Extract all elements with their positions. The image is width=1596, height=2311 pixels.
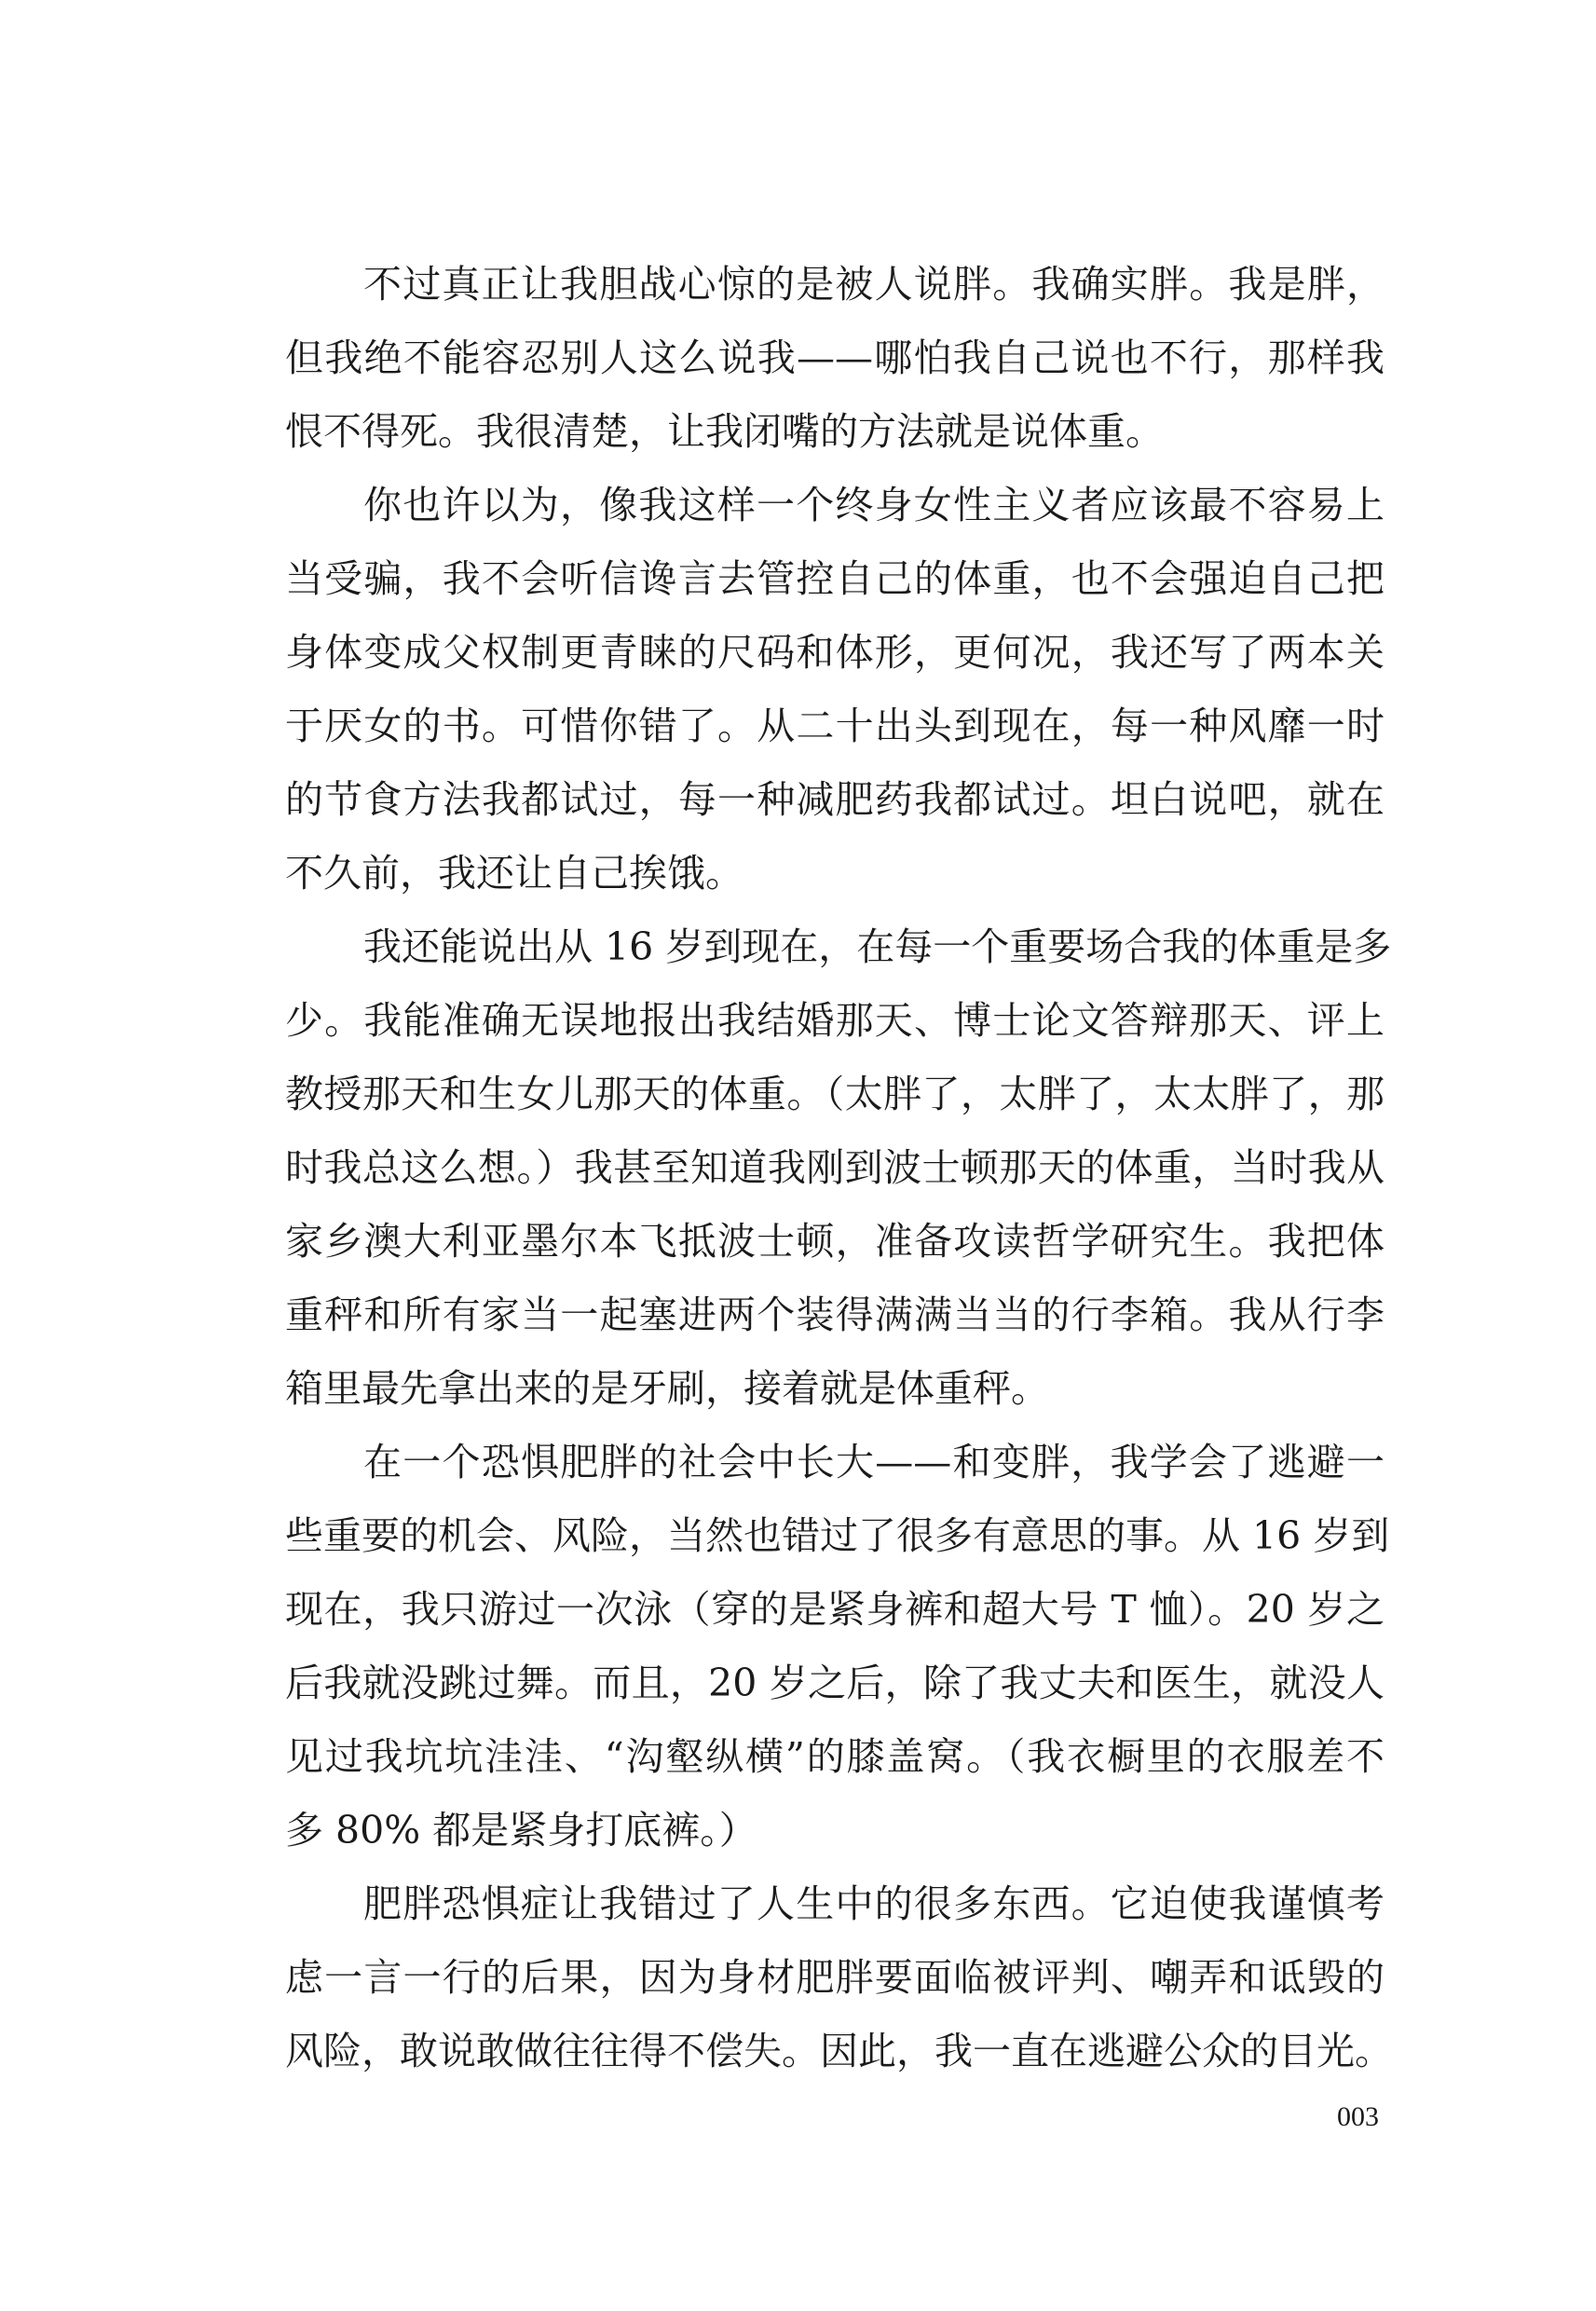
text-line: 的节食方法我都试过，每一种减肥药我都试过。坦白说吧，就在 — [285, 777, 1385, 822]
text-line: 恨不得死。我很清楚，让我闭嘴的方法就是说体重。 — [285, 409, 1164, 454]
text-line: 些重要的机会、风险，当然也错过了很多有意思的事。从 16 岁到 — [285, 1513, 1390, 1558]
paragraph — [285, 1867, 1393, 2088]
text-line: 教授那天和生女儿那天的体重。（太胖了，太胖了，太太胖了，那 — [285, 1072, 1385, 1116]
text-line: 身体变成父权制更青睐的尺码和体形，更何况，我还写了两本关 — [285, 630, 1385, 675]
text-line: 当受骗，我不会听信谗言去管控自己的体重，也不会强迫自己把 — [285, 556, 1385, 601]
text-line: 你也许以为，像我这样一个终身女性主义者应该最不容易上 — [363, 483, 1385, 527]
text-line: 在一个恐惧肥胖的社会中长大——和变胖，我学会了逃避一 — [363, 1440, 1385, 1484]
text-line: 我还能说出从 16 岁到现在，在每一个重要场合我的体重是多 — [363, 924, 1392, 969]
text-line: 不久前，我还让自己挨饿。 — [285, 851, 743, 896]
text-line: 家乡澳大利亚墨尔本飞抵波士顿，准备攻读哲学研究生。我把体 — [285, 1219, 1385, 1264]
paragraph — [285, 248, 1385, 469]
body-text — [285, 248, 1393, 2088]
paragraph — [285, 469, 1385, 910]
text-line: 于厌女的书。可惜你错了。从二十出头到现在，每一种风靡一时 — [285, 704, 1385, 748]
text-line: 重秤和所有家当一起塞进两个装得满满当当的行李箱。我从行李 — [285, 1292, 1385, 1337]
text-line: 肥胖恐惧症让我错过了人生中的很多东西。它迫使我谨慎考 — [363, 1881, 1385, 1926]
text-line: 虑一言一行的后果，因为身材肥胖要面临被评判、嘲弄和诋毁的 — [285, 1955, 1385, 2000]
paragraph — [285, 1426, 1390, 1867]
text-line: 箱里最先拿出来的是牙刷，接着就是体重秤。 — [285, 1366, 1049, 1411]
paragraph — [285, 910, 1392, 1426]
text-line: 不过真正让我胆战心惊的是被人说胖。我确实胖。我是胖， — [363, 262, 1385, 307]
text-line: 见过我坑坑洼洼、“沟壑纵横”的膝盖窝。（我衣橱里的衣服差不 — [285, 1734, 1385, 1779]
text-line: 现在，我只游过一次泳（穿的是紧身裤和超大号 T 恤）。20 岁之 — [285, 1587, 1385, 1632]
text-line: 少。我能准确无误地报出我结婚那天、博士论文答辩那天、评上 — [285, 998, 1385, 1043]
text-line: 但我绝不能容忍别人这么说我——哪怕我自己说也不行，那样我 — [285, 335, 1385, 380]
text-line: 风险，敢说敢做往往得不偿失。因此，我一直在逃避公众的目光。 — [285, 2029, 1393, 2073]
text-line: 多 80% 都是紧身打底裤。） — [285, 1808, 757, 1853]
page-number: 003 — [1337, 2101, 1379, 2132]
text-line: 后我就没跳过舞。而且，20 岁之后，除了我丈夫和医生，就没人 — [285, 1661, 1385, 1705]
text-line: 时我总这么想。）我甚至知道我刚到波士顿那天的体重，当时我从 — [285, 1145, 1385, 1190]
